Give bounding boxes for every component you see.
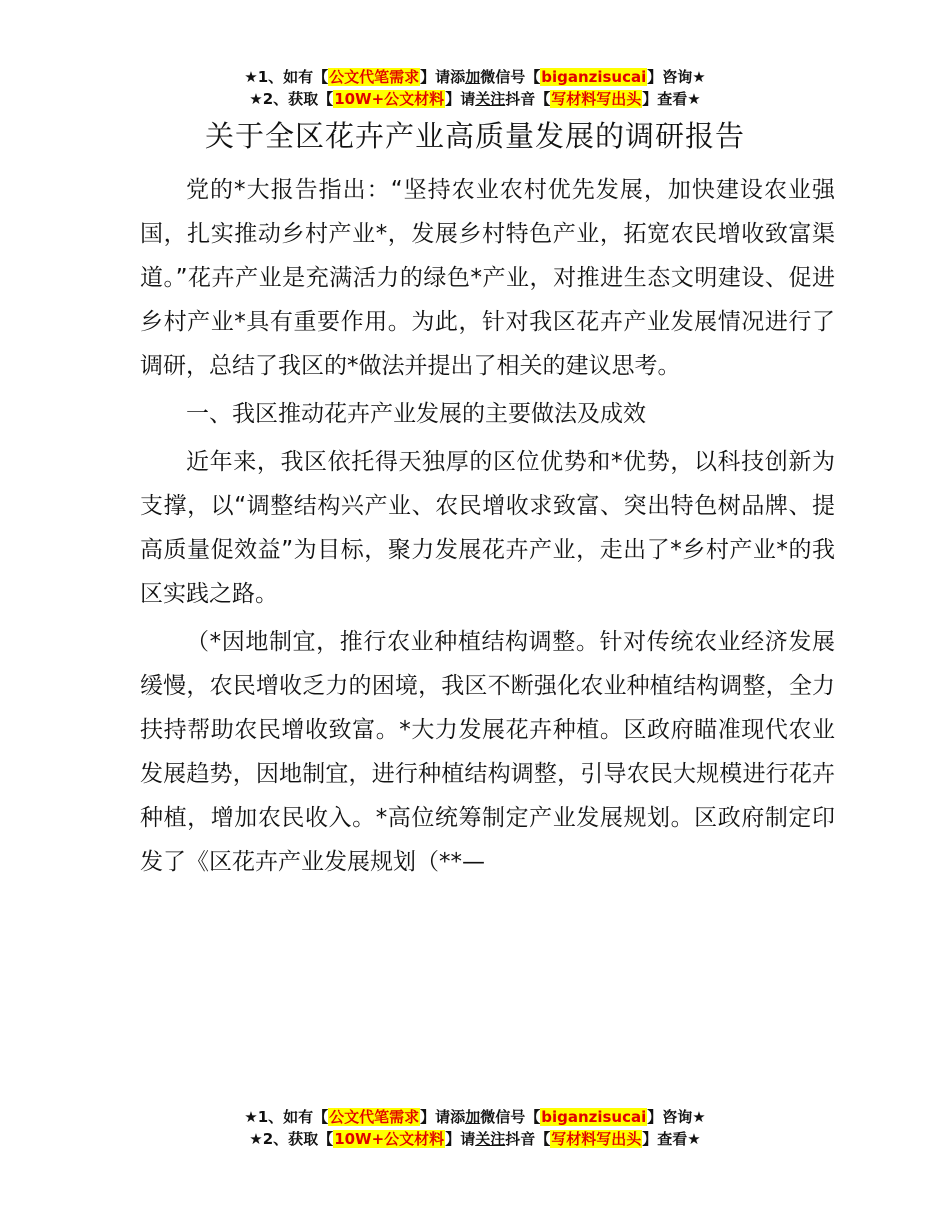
promo-text: 微信号【 [480, 68, 541, 86]
promo-text: ★1、如有【 [244, 1108, 329, 1126]
promo-text: 】查看★ [642, 90, 701, 108]
promo-text: ★2、获取【 [249, 90, 334, 108]
promo-text: 抖音【 [505, 1130, 551, 1148]
promo-highlight: 公文代笔需求 [329, 1108, 420, 1126]
promo-banner-top [0, 66, 950, 110]
promo-text: 微信号【 [480, 1108, 541, 1126]
promo-text: 】请 [445, 1130, 476, 1148]
paragraph-intro: 党的*大报告指出：“坚持农业农村优先发展，加快建设农业强国，扎实推动乡村产业*，发展乡村特色产业，拓宽农民增收致富渠道。”花卉产业是充满活力的绿色*产业，对推进生态文明建设、促进乡村产业*具有重要作用。为此，针对我区花卉产业发展情况进行了调研，总结了我区的*做法并提出了相关的建议思考。 [140, 177, 835, 379]
promo-highlight: biganzisucai [541, 68, 647, 86]
promo-text: 】查看★ [642, 1130, 701, 1148]
promo-text: 】请添 [420, 68, 466, 86]
promo-underlined-text: 加 [465, 1108, 481, 1126]
promo-text: 抖音【 [505, 90, 551, 108]
promo-text: 】咨询★ [647, 68, 706, 86]
promo-highlight: 10W+公文材料 [334, 1130, 445, 1148]
document-body [140, 168, 835, 888]
promo-highlight: 写材料写出头 [551, 1130, 642, 1148]
section-heading-1: 一、我区推动花卉产业发展的主要做法及成效 [186, 401, 646, 427]
paragraph-overview: 近年来，我区依托得天独厚的区位优势和*优势，以科技创新为支撑，以“调整结构兴产业、农民增收求致富、突出特色树品牌、提高质量促效益”为目标，聚力发展花卉产业，走出了*乡村产业*的我区实践之路。 [140, 449, 835, 607]
document-title: 关于全区花卉产业高质量发展的调研报告 [204, 119, 745, 153]
promo-underlined-text: 关注 [475, 90, 506, 108]
promo-highlight: biganzisucai [541, 1108, 647, 1126]
promo-text: 】请 [445, 90, 476, 108]
paragraph-subsection-1: （*因地制宜，推行农业种植结构调整。针对传统农业经济发展缓慢，农民增收乏力的困境，我区不断强化农业种植结构调整，全力扶持帮助农民增收致富。*大力发展花卉种植。区政府瞄准现代农业发展趋势，因地制宜，进行种植结构调整，引导农民大规模进行花卉种植，增加农民收入。*高位统筹制定产业发展规划。区政府制定印发了《区花卉产业发展规划（**— [140, 629, 835, 875]
promo-underlined-text: 关注 [475, 1130, 506, 1148]
promo-line-1 [0, 1106, 950, 1128]
promo-underlined-text: 加 [465, 68, 481, 86]
promo-text: 】请添 [420, 1108, 466, 1126]
promo-text: 】咨询★ [647, 1108, 706, 1126]
promo-line-2 [0, 88, 950, 110]
promo-highlight: 10W+公文材料 [334, 90, 445, 108]
promo-text: ★2、获取【 [249, 1130, 334, 1148]
promo-line-2 [0, 1128, 950, 1150]
promo-banner-bottom [0, 1106, 950, 1150]
promo-text: ★1、如有【 [244, 68, 329, 86]
promo-line-1 [0, 66, 950, 88]
promo-highlight: 写材料写出头 [551, 90, 642, 108]
promo-highlight: 公文代笔需求 [329, 68, 420, 86]
